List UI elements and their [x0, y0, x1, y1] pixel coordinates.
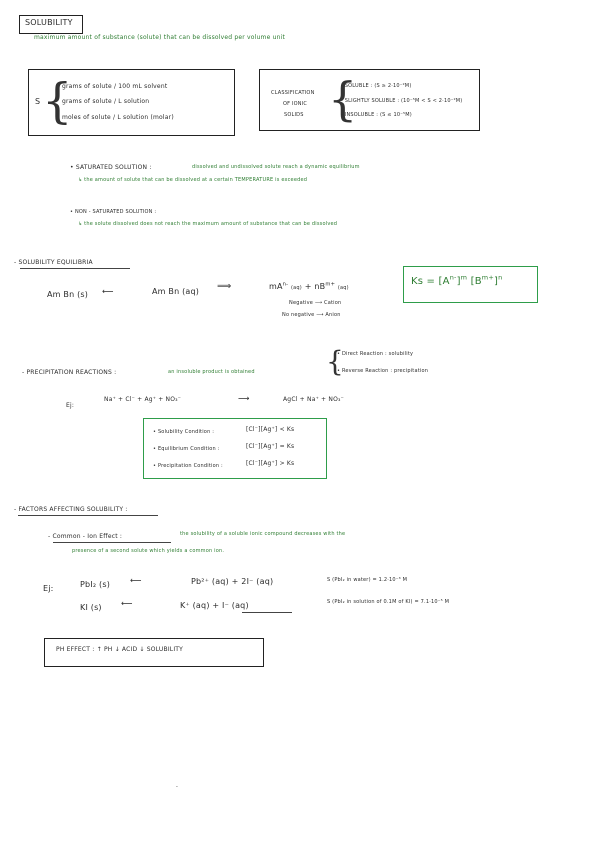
- eq1-left: PbI₂ (s): [80, 580, 111, 589]
- direct-reaction: • Direct Reaction : solubility: [337, 351, 414, 357]
- factors-heading: - FACTORS AFFECTING SOLUBILITY :: [14, 506, 128, 513]
- precipitation-text: an insoluble product is obtained: [168, 369, 255, 375]
- equilibria-underline: [20, 268, 130, 269]
- eq-left: Am Bn (s): [47, 290, 89, 299]
- units-line-3: moles of solute / L solution (molar): [62, 114, 174, 121]
- anion-label: Negative: [289, 300, 314, 306]
- eq-middle: Am Bn (aq): [152, 287, 200, 296]
- ks-b-sup: m+: [481, 273, 494, 282]
- ks-label: Ks =: [411, 276, 436, 287]
- reverse-reaction: • Reverse Reaction : precipitation: [337, 368, 429, 374]
- equilibria-heading: - SOLUBILITY EQUILIBRIA: [14, 259, 93, 266]
- eq-right-a: mA: [269, 282, 283, 291]
- classification-brace: {: [328, 72, 358, 126]
- factors-eg: Ej:: [43, 584, 54, 593]
- ks-b: [B: [470, 276, 482, 287]
- condition-precipitation-label: • Precipitation Condition :: [153, 463, 223, 469]
- eq-right-a-sup: n-: [282, 281, 289, 288]
- ks-a: [A: [438, 276, 450, 287]
- condition-precipitation-expr: [Cl⁻][Ag⁺] > Ks: [246, 460, 295, 467]
- cation-label: No negative: [282, 312, 315, 318]
- eq2-arrow: ⟵: [121, 599, 133, 608]
- units-prefix: S: [35, 97, 41, 106]
- classification-item-3: - INSOLUBLE : (S ≤ 10⁻⁵M): [341, 112, 412, 118]
- page-title: SOLUBILITY: [25, 18, 73, 27]
- anion-note: Negative ⟶ Cation: [289, 300, 342, 306]
- common-ion-text-1: the solubility of a soluble ionic compound decreases with the: [180, 531, 346, 537]
- eq-right: [269, 282, 349, 291]
- units-brace: {: [42, 73, 73, 129]
- units-line-1: grams of solute / 100 mL solvent: [62, 83, 168, 90]
- units-line-2: grams of solute / L solution: [62, 98, 150, 105]
- non-saturated-label: • NON - SATURATED SOLUTION :: [70, 209, 157, 215]
- saturated-note: ↳ the amount of solute that can be dissolved at a certain TEMPERATURE is exceeded: [78, 177, 308, 183]
- classification-label-1: CLASSIFICATION: [271, 90, 315, 96]
- eq1-arrow: ⟵: [130, 576, 142, 585]
- classification-item-2: - SLIGHTLY SOLUBLE : (10⁻⁵M < S < 2·10⁻²M): [341, 98, 463, 104]
- page-mark: -: [176, 784, 179, 790]
- definition-text: maximum amount of substance (solute) that can be dissolved per volume unit: [34, 34, 286, 41]
- condition-equilibrium-label: • Equilibrium Condition :: [153, 446, 220, 452]
- condition-equilibrium-expr: [Cl⁻][Ag⁺] = Ks: [246, 443, 295, 450]
- cation-note: No negative ⟶ Anion: [282, 312, 341, 318]
- eq-arrow-2: ⟹: [217, 281, 232, 292]
- anion-target: Cation: [324, 300, 342, 306]
- non-saturated-note: ↳ the solute dissolved does not reach the maximum amount of substance that can be dissolved: [78, 221, 338, 227]
- ph-effect-text: PH EFFECT : ↑ PH ↓ ACID ↓ SOLUBILITY: [56, 646, 184, 653]
- eq-arrow-1: ⟵: [102, 287, 114, 296]
- condition-solubility-label: • Solubility Condition :: [153, 429, 215, 435]
- classification-item-1: - SOLUBLE : (S ≥ 2·10⁻²M): [341, 83, 412, 89]
- ks-a-exp: m: [460, 273, 468, 282]
- eq-right-b: nB: [314, 282, 326, 291]
- factors-underline: [18, 515, 158, 516]
- precip-equation: Na⁺ + Cl⁻ + Ag⁺ + NO₃⁻: [104, 396, 182, 403]
- classification-label-3: SOLIDS: [284, 112, 304, 118]
- classification-label-2: OF IONIC: [283, 101, 308, 107]
- ks-a-sup: n-: [449, 273, 457, 282]
- eq2-underline: [242, 612, 292, 613]
- cation-target: Anion: [325, 312, 341, 318]
- eq-right-b-state: (aq): [337, 285, 349, 291]
- common-ion-label: - Common - Ion Effect :: [48, 533, 123, 540]
- common-ion-text-2: presence of a second solute which yields a common ion.: [72, 548, 225, 554]
- condition-solubility-expr: [Cl⁻][Ag⁺] < Ks: [246, 426, 295, 433]
- eq1-right: Pb²⁺ (aq) + 2I⁻ (aq): [191, 577, 274, 586]
- ks-expression: $Ks = [A^{n-}]^m$ $[B^{m+}]^n$: [411, 273, 503, 287]
- eq-right-b-sup: m+: [325, 281, 336, 288]
- saturated-text: dissolved and undissolved solute reach a dynamic equilibrium: [192, 164, 360, 170]
- eq-right-a-state: (aq): [290, 285, 302, 291]
- precip-arrow: ⟶: [238, 394, 250, 403]
- eq1-note: S (PbI₂ in water) = 1.2·10⁻³ M: [327, 577, 408, 583]
- precip-product: AgCl + Na⁺ + NO₃⁻: [283, 396, 344, 403]
- eq2-left: KI (s): [80, 603, 102, 612]
- saturated-label: • SATURATED SOLUTION :: [70, 164, 152, 171]
- precip-eg: Ej:: [66, 402, 75, 409]
- eq2-right: K⁺ (aq) + I⁻ (aq): [180, 601, 249, 610]
- precipitation-heading: - PRECIPITATION REACTIONS :: [22, 369, 117, 376]
- common-ion-underline: [53, 542, 171, 543]
- eq-plus: +: [304, 282, 312, 291]
- ks-b-exp: n: [498, 273, 503, 282]
- precipitation-brace: {: [326, 345, 344, 378]
- eq2-note: S (PbI₂ in solution of 0.1M of KI) = 7.1·10⁻⁵ M: [327, 599, 450, 605]
